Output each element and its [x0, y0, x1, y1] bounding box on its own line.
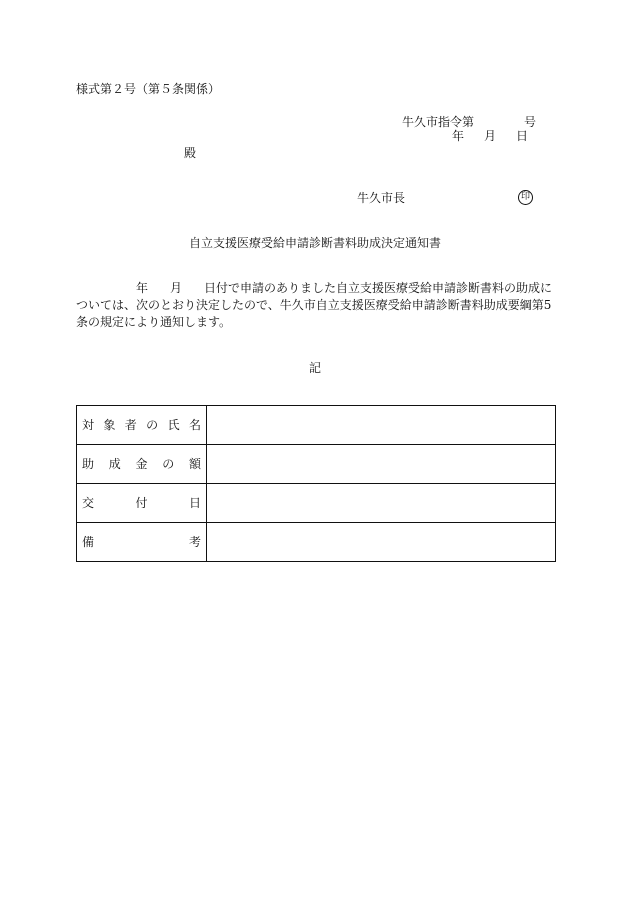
row-label	[82, 419, 201, 431]
row-label-char: 額	[188, 457, 201, 471]
row-value-cell	[207, 523, 556, 562]
row-label-char: 考	[188, 535, 201, 549]
row-label-char: の	[162, 457, 175, 471]
row-label-char: 成	[108, 457, 121, 471]
table-row	[77, 484, 556, 523]
body-year: 年	[136, 281, 149, 295]
row-label-char: 名	[188, 418, 201, 432]
row-label-char: 日	[188, 496, 201, 510]
row-label-char: の	[146, 418, 159, 432]
issue-date	[452, 130, 528, 142]
row-label-cell	[77, 406, 207, 445]
row-label-char: 者	[124, 418, 137, 432]
issue-number-suffix: 号	[524, 115, 537, 129]
table-row	[77, 406, 556, 445]
row-label-cell	[77, 523, 207, 562]
row-value-cell	[207, 445, 556, 484]
issue-date-month: 月	[484, 129, 497, 143]
row-label-char: 対	[82, 418, 95, 432]
row-label-char: 金	[135, 457, 148, 471]
row-label-char: 氏	[167, 418, 180, 432]
form-number: 様式第２号（第５条関係）	[76, 82, 221, 96]
body-month: 月	[170, 281, 183, 295]
row-label-char: 付	[135, 496, 148, 510]
row-label-cell	[77, 484, 207, 523]
body-text: 日付で申請のありました自立支援医療受給申請診断書料の助成については、次のとおり決定したので、牛久市自立支援医療受給申請診断書料助成要綱第5条の規定により通知します。	[76, 281, 553, 329]
row-label	[82, 458, 201, 470]
row-value-cell	[207, 406, 556, 445]
row-label-char: 交	[82, 496, 95, 510]
row-label-char: 備	[82, 535, 95, 549]
issue-date-day: 日	[516, 129, 529, 143]
issue-number-prefix: 牛久市指令第	[402, 115, 475, 129]
body-paragraph	[76, 280, 560, 331]
row-value-cell	[207, 484, 556, 523]
row-label	[82, 536, 201, 548]
addressee: 殿	[184, 146, 197, 160]
table-row	[77, 445, 556, 484]
row-label-char: 象	[103, 418, 116, 432]
details-table	[76, 405, 556, 562]
row-label-cell	[77, 445, 207, 484]
sender-mayor: 牛久市長	[357, 191, 406, 205]
issue-number	[402, 116, 536, 128]
seal-mark: 印	[518, 190, 533, 205]
row-label-char: 助	[82, 457, 95, 471]
table-row	[77, 523, 556, 562]
record-heading: 記	[308, 361, 321, 375]
issue-date-year: 年	[452, 129, 465, 143]
row-label	[82, 497, 201, 509]
document-title: 自立支援医療受給申請診断書料助成決定通知書	[188, 236, 441, 250]
